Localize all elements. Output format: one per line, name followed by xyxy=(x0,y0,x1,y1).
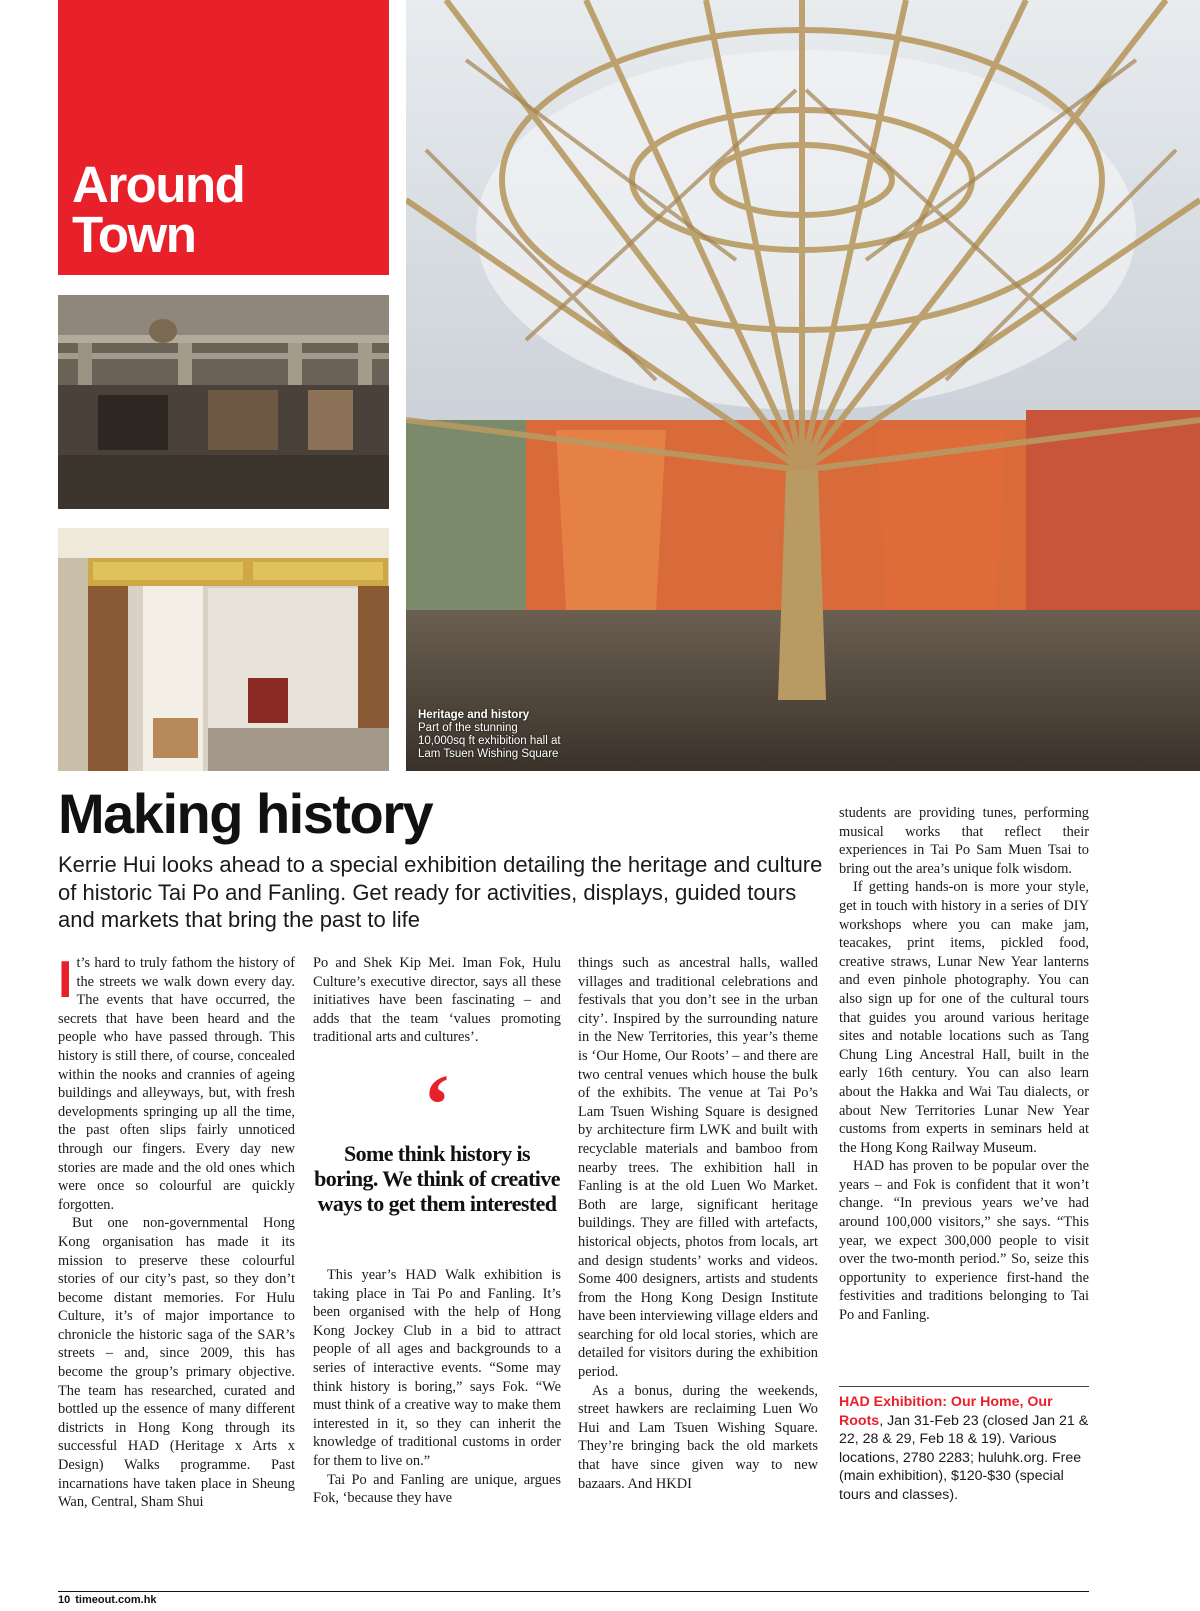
article-paragraph: As a bonus, during the weekends, street hawkers are reclaiming Luen Wo Hui and Lam Tsuen Wishing Square. They’re bringing back the old markets that have since given way to new bazaars. And HKDI xyxy=(578,1382,818,1492)
caption-line: 10,000sq ft exhibition hall at xyxy=(418,735,561,747)
page-number: 10 xyxy=(58,1594,71,1606)
pull-quote xyxy=(313,1056,561,1216)
article-column-3 xyxy=(578,954,818,1493)
article-paragraph xyxy=(58,951,295,1214)
caption-line: Part of the stunning xyxy=(418,722,518,734)
article-standfirst: Kerrie Hui looks ahead to a special exhibition detailing the heritage and culture of historic Tai Po and Fanling. Get ready for activities, displays, guided tours and markets that bring the past to life xyxy=(58,852,823,932)
event-info-title: HAD Exhibition: Our Home, Our Roots xyxy=(839,1394,1053,1429)
article-paragraph: This year’s HAD Walk exhibition is taking place in Tai Po and Fanling. It’s been organised with the help of Hong Kong Jockey Club in a bid to attract people of all ages and backgrounds to a series of interactive events. “Some may think history is boring,” says Fok. “We must think of a creative way to make them interested in it, so they can inherit the knowledge of traditional customs in order for them to live on.” xyxy=(313,1267,561,1469)
bamboo-pavilion-photo xyxy=(406,0,1200,771)
paragraph-text: t’s hard to truly fathom the history of the streets we walk down every day. The events that have occurred, the secrets that have been heard and the people who have passed through. This history is still there, of course, concealed within the nooks and crannies of ageing buildings and alleyways, but, with fresh developments springing up all the time, the past often slips fairly unnoticed through our fingers. Every day new stories are made and the old ones which were once so colourful are quickly forgotten. xyxy=(58,955,295,1213)
article-column-2 xyxy=(313,954,561,1047)
article-paragraph: If getting hands-on is more your style, get in touch with history in a series of DIY workshops where you can make jam, teacakes, print items, pickled food, creative straws, Lunar New Year lanterns and even pinhole photography. You can also sign up for one of the cultural tours that guides you around various heritage sites and notable locations such as Tang Chung Ling Ancestral Hall, built in the early 16th century. You can also learn about the Hakka and Wai Tau dialects, or about New Territories Lunar New Year customs from experts in seminars held at the Hong Kong Railway Museum. xyxy=(839,879,1089,1156)
quote-mark-icon: ‘ xyxy=(422,1056,452,1152)
article-column-4 xyxy=(839,804,1089,1325)
article-headline: Making history xyxy=(58,782,433,845)
article-paragraph: But one non-governmental Hong Kong organisation has made it its mission to preserve these colourful stories of our city’s past, so they don’t become distant memories. For Hulu Culture, it’s of major importance to chronicle the historic saga of the SAR’s streets – and, since 2009, this has become the group’s primary objective. The team has researched, curated and bottled up the essence of many different districts in Hong Kong through its successful HAD (Heritage x Arts x Design) Walks programme. Past incarnations have taken place in Sheung Wan, Central, Sham Shui xyxy=(58,1215,295,1511)
barber-shop-exhibit-photo xyxy=(58,528,389,771)
article-paragraph: Tai Po and Fanling are unique, argues Fok, ‘because they have xyxy=(313,1471,561,1507)
caption-line: Lam Tsuen Wishing Square xyxy=(418,748,559,760)
footer-divider xyxy=(58,1591,1089,1592)
section-title-line-1: Around xyxy=(72,156,245,213)
caption-title: Heritage and history xyxy=(418,709,530,721)
section-title xyxy=(72,156,245,263)
pull-quote-text: Some think history is boring. We think of creative ways to get them interested xyxy=(314,1141,560,1216)
warehouse-interior-photo xyxy=(58,295,389,509)
article-paragraph: HAD has proven to be popular over the years – and Fok is confident that it won’t change. “In previous years we’ve had around 100,000 visitors,” she says. “This year, we expect 300,000 people to visit over the two-month period.” So, seize this opportunity to experience first-hand the festivities and traditions belonging to Tai Po and Fanling. xyxy=(839,1158,1089,1324)
event-info-box xyxy=(839,1393,1089,1504)
article-paragraph: students are providing tunes, performing musical works that reflect their experiences in Tai Po Sam Muen Tsai to bring out the area’s unique folk wisdom. xyxy=(839,805,1089,877)
page-folio xyxy=(58,1594,157,1606)
info-divider xyxy=(839,1386,1089,1387)
event-info-details: , Jan 31-Feb 23 (closed Jan 21 & 22, 28 & 29, Feb 18 & 19). Various locations, 2780 2283; huluhk.org. Free (main exhibition), $120-$30 (special tours and classes). xyxy=(839,1412,1089,1503)
article-column-2-continued xyxy=(313,1266,561,1508)
site-url: timeout.com.hk xyxy=(75,1594,157,1606)
photo-caption xyxy=(418,709,561,761)
drop-cap: I xyxy=(58,951,73,1009)
article-column-1 xyxy=(58,951,295,1512)
article-paragraph: Po and Shek Kip Mei. Iman Fok, Hulu Culture’s executive director, says all these initiatives have been fascinating – and adds that the team ‘values promoting traditional arts and cultures’. xyxy=(313,955,561,1046)
section-title-line-2: Town xyxy=(72,206,196,263)
article-paragraph: things such as ancestral halls, walled villages and traditional celebrations and festivals that you don’t see in the urban city’. Inspired by the surrounding nature in the New Territories, this year’s theme is ‘Our Home, Our Roots’ – and there are two central venues which house the bulk of the exhibits. The venue at Tai Po’s Lam Tsuen Wishing Square is designed by architecture firm LWK and built with recyclable materials and bamboo from nearby trees. The exhibition hall in Fanling is at the old Luen Wo Market. Both are large, significant heritage buildings. They are filled with artefacts, historical objects, photos from locals, art and design students’ works and videos. Some 400 designers, artists and students from the Hong Kong Design Institute have been interviewing village elders and searching for old local stories, which are detailed for visitors during the exhibition period. xyxy=(578,955,818,1381)
